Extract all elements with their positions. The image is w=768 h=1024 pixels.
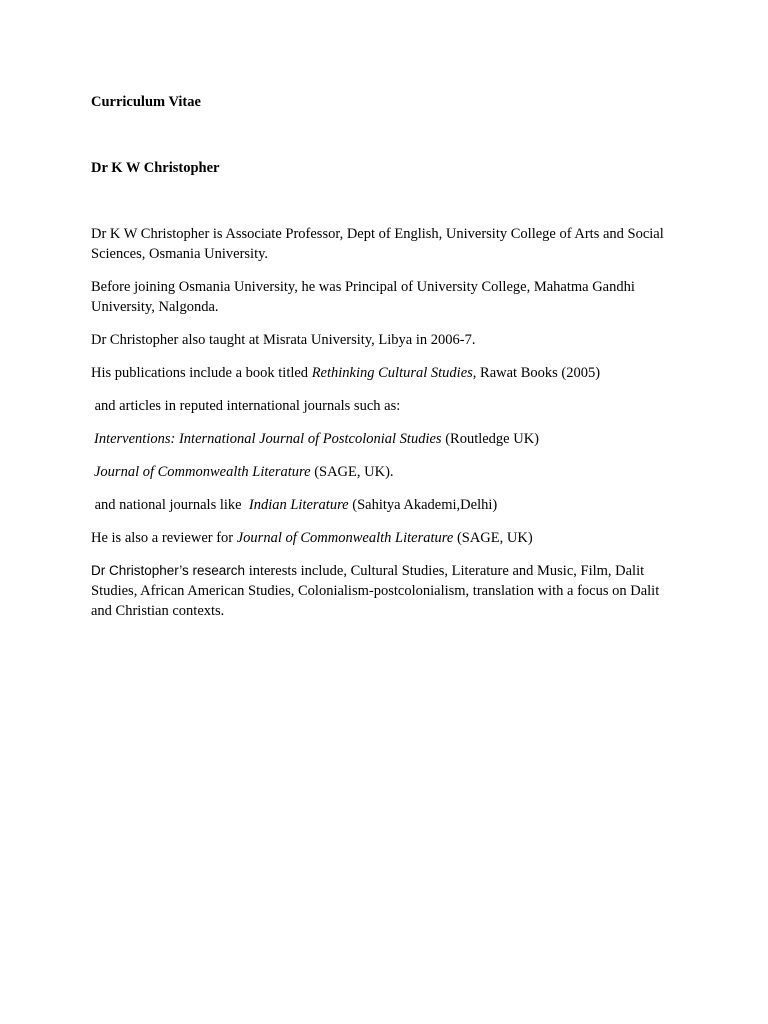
paragraph-articles-intro: and articles in reputed international journals such as: [91, 398, 401, 414]
national-prefix: and national journals like [91, 497, 249, 513]
journal-title: Journal of Commonwealth Literature [94, 464, 311, 480]
journal-title: Interventions: International Journal of Postcolonial Studies [94, 431, 442, 447]
reviewer-prefix: He is also a reviewer for [91, 530, 237, 546]
paragraph-reviewer [91, 528, 671, 548]
paragraph-research-interests [91, 561, 671, 621]
book-publisher: , Rawat Books (2005) [472, 365, 601, 381]
research-interests: interests include, Cultural Studies, Literature and Music, Film, Dalit Studies, African American Studies, Colonialism-postcolonialism, translation with a focus on Dalit and Christian contexts. [91, 563, 660, 619]
book-title: Rethinking Cultural Studies [311, 365, 473, 381]
paragraph-publications [91, 363, 671, 383]
paragraph-national-journals [91, 495, 671, 515]
journal-publisher: (SAGE, UK). [310, 464, 394, 480]
publications-prefix: His publications include a book titled [91, 365, 312, 381]
paragraph-teaching-abroad: Dr Christopher also taught at Misrata University, Libya in 2006-7. [91, 332, 476, 348]
paragraph-journal-interventions [91, 429, 671, 449]
paragraph-position: Dr K W Christopher is Associate Professor, Dept of English, University College of Arts and Social Sciences, Osmania University. [91, 226, 664, 262]
document-title: Curriculum Vitae [91, 94, 201, 110]
document-body [91, 92, 671, 634]
author-name: Dr K W Christopher [91, 160, 220, 176]
journal-publisher: (Routledge UK) [441, 431, 540, 447]
journal-publisher: (Sahitya Akademi,Delhi) [348, 497, 498, 513]
journal-title: Journal of Commonwealth Literature [236, 530, 454, 546]
research-prefix: Dr Christopher’s research [91, 563, 246, 578]
paragraph-previous-role: Before joining Osmania University, he was Principal of University College, Mahatma Gandhi University, Nalgonda. [91, 279, 635, 315]
journal-publisher: (SAGE, UK) [453, 530, 533, 546]
journal-title: Indian Literature [248, 497, 349, 513]
paragraph-journal-commonwealth [91, 462, 671, 482]
